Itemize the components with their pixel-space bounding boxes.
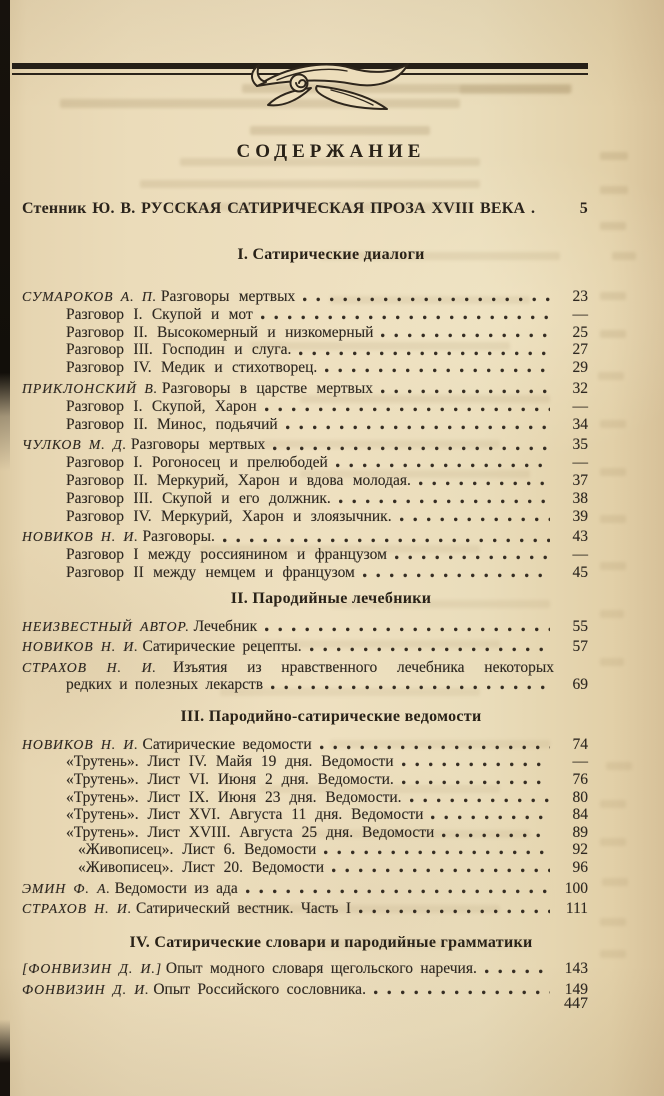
main-entry-title: РУССКАЯ САТИРИЧЕСКАЯ ПРОЗА XVIII ВЕКА .: [141, 200, 536, 217]
bleedthrough-smudge: [600, 186, 628, 194]
bleedthrough-smudge: [600, 222, 626, 230]
toc-section: [22, 590, 588, 694]
entry-page-number: 43: [572, 528, 588, 546]
entry-title: Разговоры мертвых: [160, 288, 296, 305]
entry-title: Лечебник: [193, 617, 258, 635]
dot-leader: [332, 868, 550, 873]
entry-title: «Трутень». Лист IV. Майя 19 дня. Ведомости: [66, 753, 394, 771]
entry-author: НОВИКОВ Н. И.: [22, 736, 139, 752]
toc-entry[interactable]: [22, 753, 588, 771]
entry-text: [66, 341, 291, 359]
bleedthrough-smudge: [602, 878, 628, 886]
entry-text: [78, 859, 324, 877]
entry-text: [66, 676, 263, 694]
dot-leader: [485, 969, 550, 974]
entry-title: Опыт Российского сословника.: [153, 980, 366, 998]
entry-text: [22, 528, 215, 546]
entry-text: [22, 736, 312, 754]
dot-leader: [299, 351, 550, 356]
entry-text: [66, 472, 411, 490]
entry-page-number: 76: [572, 770, 588, 788]
dot-leader: [324, 850, 550, 855]
bleedthrough-smudge: [600, 468, 626, 476]
dot-leader: [271, 685, 550, 690]
toc-entry[interactable]: [22, 789, 588, 807]
entry-page-number: —: [572, 305, 588, 323]
entry-page-number: 27: [572, 341, 588, 359]
bleedthrough-smudge: [600, 562, 626, 570]
entry-page-number: 111: [565, 900, 588, 918]
bleedthrough-smudge: [600, 610, 624, 618]
section-heading: II. Пародийные лечебники: [230, 589, 432, 607]
toc-entry[interactable]: [22, 564, 588, 582]
dot-leader: [381, 333, 550, 338]
dot-leader: [402, 780, 550, 785]
toc-entry[interactable]: [22, 359, 588, 377]
toc-entry[interactable]: [22, 960, 588, 978]
toc-main-entry[interactable]: [22, 199, 588, 218]
entry-page-number: 92: [572, 841, 588, 859]
entry-text: [78, 841, 316, 859]
toc-entry[interactable]: [22, 454, 588, 472]
entry-text: [22, 900, 351, 918]
dot-leader: [320, 745, 550, 750]
entry-text: [66, 789, 402, 807]
entry-text: [22, 880, 238, 898]
toc-entry[interactable]: [22, 528, 588, 546]
entry-text: [66, 416, 278, 434]
toc-entry[interactable]: [22, 659, 588, 677]
entry-page-number: 57: [572, 638, 588, 656]
entry-text: [22, 638, 302, 656]
entry-text: [22, 659, 554, 677]
entry-title: «Трутень». Лист VI. Июня 2 дня. Ведомости.: [66, 770, 394, 788]
dot-leader: [286, 425, 550, 430]
dot-leader: [265, 407, 550, 412]
entry-text: [66, 508, 392, 526]
dot-leader: [339, 499, 550, 504]
toc-section: [22, 246, 588, 582]
entry-title: Разговор II. Меркурий, Харон и вдова молодая.: [66, 471, 411, 489]
entry-title: Сатирические рецепты.: [142, 638, 302, 656]
entry-title: Разговор I. Рогоносец и прелюбодей: [66, 454, 328, 472]
entry-page-number: 149: [564, 980, 588, 998]
entry-title: редких и полезных лекарств: [66, 676, 264, 694]
entry-page-number: 23: [572, 288, 588, 305]
toc-content: [22, 0, 588, 999]
dot-leader: [419, 481, 550, 486]
entry-title: Разговор IV. Меркурий, Харон и злоязычник.: [66, 507, 392, 525]
entry-title: Ведомости из ада: [114, 879, 238, 897]
entry-page-number: —: [572, 397, 588, 415]
entry-page-number: 74: [572, 735, 588, 753]
toc-entry[interactable]: [22, 324, 588, 342]
entry-page-number: —: [572, 753, 588, 771]
dot-leader: [336, 463, 550, 468]
bleedthrough-smudge: [600, 918, 626, 926]
dot-leader: [410, 798, 550, 803]
entry-author: НОВИКОВ Н. И.: [22, 529, 139, 545]
toc-entry[interactable]: [22, 341, 588, 359]
entry-text: [22, 436, 265, 454]
entry-title: Разговоры.: [142, 528, 215, 546]
bleedthrough-smudge: [600, 838, 626, 846]
entry-author: ФОНВИЗИН Д. И.: [22, 981, 150, 997]
bleedthrough-smudge: [598, 372, 624, 380]
entry-page-number: —: [572, 546, 588, 564]
toc-entry[interactable]: [22, 306, 588, 324]
toc-entry[interactable]: [22, 638, 588, 656]
entry-author: СТРАХОВ Н. И.: [22, 659, 157, 675]
entry-title: Разговоры в царстве мертвых: [161, 379, 373, 397]
entry-text: [22, 618, 257, 636]
main-entry-page-number: 5: [579, 200, 588, 217]
bleedthrough-smudge: [600, 330, 626, 338]
dot-leader: [395, 555, 550, 560]
bleedthrough-smudge: [606, 762, 632, 770]
dot-leader: [325, 368, 550, 373]
entry-text: [66, 771, 394, 789]
entry-page-number: 34: [572, 415, 588, 433]
toc-entry[interactable]: [22, 771, 588, 789]
entry-text: [66, 454, 328, 472]
bleedthrough-smudge: [600, 420, 626, 428]
entry-title: Разговор I. Скупой, Харон: [66, 397, 257, 415]
dot-leader: [359, 909, 550, 914]
entry-text: [22, 288, 295, 306]
dot-leader: [402, 762, 550, 767]
entry-page-number: 143: [564, 959, 588, 977]
dot-leader: [223, 538, 550, 543]
main-entry-text: [22, 199, 535, 218]
toc-entry[interactable]: [22, 288, 588, 306]
toc-entry[interactable]: [22, 618, 588, 636]
entry-page-number: 25: [572, 323, 588, 341]
dot-leader: [431, 815, 550, 820]
entry-page-number: 45: [572, 563, 588, 581]
entry-title: Опыт модного словаря щегольского наречия.: [165, 959, 477, 977]
entry-text: [66, 753, 394, 771]
dot-leader: [400, 517, 550, 522]
toc-entry[interactable]: [22, 736, 588, 754]
entry-author: ЧУЛКОВ М. Д.: [22, 437, 128, 453]
dot-leader: [246, 889, 550, 894]
entry-page-number: —: [572, 454, 588, 472]
entry-text: [66, 359, 317, 377]
entry-title: Разговор II. Высокомерный и низкомерный: [66, 323, 374, 341]
toc-entry[interactable]: [22, 508, 588, 526]
bleedthrough-smudge: [612, 252, 636, 260]
toc-entry[interactable]: [22, 398, 588, 416]
toc-section: [22, 934, 588, 999]
entry-text: [22, 380, 373, 398]
entry-page-number: 35: [572, 436, 588, 454]
toc-sections: [22, 246, 588, 999]
entry-text: [66, 306, 253, 324]
dot-leader: [381, 389, 550, 394]
entry-author: НЕИЗВЕСТНЫЙ АВТОР.: [22, 618, 190, 634]
entry-text: [66, 564, 355, 582]
entry-page-number: 39: [572, 507, 588, 525]
entry-title: «Трутень». Лист XVI. Августа 11 дня. Ведомости: [66, 806, 424, 824]
entry-text: [66, 546, 387, 564]
toc-entry[interactable]: [22, 380, 588, 398]
entry-text: [66, 806, 423, 824]
entry-title: «Трутень». Лист IX. Июня 23 дня. Ведомости.: [66, 788, 402, 806]
page-title: СОДЕРЖАНИЕ: [236, 141, 426, 162]
entry-author: НОВИКОВ Н. И.: [22, 639, 139, 655]
dot-leader: [442, 833, 550, 838]
page-edge-shadow: [0, 0, 10, 1096]
bleedthrough-smudge: [600, 658, 624, 666]
entry-text: [66, 824, 434, 842]
dot-leader: [265, 627, 550, 632]
entry-title: Разговор III. Скупой и его должник.: [66, 489, 331, 507]
entry-title: Разговор I между россиянином и французом: [66, 546, 387, 564]
entry-page-number: 69: [572, 676, 588, 694]
toc-entry[interactable]: [22, 859, 588, 877]
toc-entry[interactable]: [22, 900, 588, 918]
toc-entry[interactable]: [22, 824, 588, 842]
dot-leader: [273, 446, 550, 451]
entry-title: «Живописец». Лист 20. Ведомости: [78, 858, 325, 876]
entry-author: ПРИКЛОНСКИЙ В.: [22, 380, 159, 396]
entry-text: [66, 490, 331, 508]
dot-leader: [303, 297, 550, 302]
dot-leader: [363, 573, 550, 578]
folio-page-number: 447: [564, 995, 588, 1012]
entry-page-number: 96: [572, 858, 588, 876]
entry-page-number: 29: [572, 359, 588, 377]
toc-entry[interactable]: [22, 806, 588, 824]
entry-text: [22, 960, 477, 978]
entry-page-number: 37: [572, 471, 588, 489]
bleedthrough-smudge: [600, 800, 626, 808]
entry-author: ЭМИН Ф. А.: [22, 880, 111, 896]
dot-leader: [261, 315, 550, 320]
entry-text: [66, 324, 373, 342]
entry-title: Разговор IV. Медик и стихотворец.: [66, 359, 318, 377]
toc-section: [22, 708, 588, 918]
bleedthrough-smudge: [600, 515, 626, 523]
entry-title: «Трутень». Лист XVIII. Августа 25 дня. Ведомости: [66, 823, 435, 841]
entry-title: «Живописец». Лист 6. Ведомости: [78, 841, 317, 859]
toc-entry[interactable]: [22, 436, 588, 454]
entry-author: [ФОНВИЗИН Д. И.]: [22, 960, 163, 976]
toc-entry[interactable]: [22, 416, 588, 434]
entry-page-number: 100: [564, 879, 588, 897]
bleedthrough-smudge: [600, 292, 626, 300]
entry-title: Сатирический вестник. Часть I: [135, 900, 352, 918]
entry-title: Разговор II между немцем и французом: [66, 563, 355, 581]
entry-title: Разговор III. Господин и слуга.: [66, 341, 292, 359]
entry-page-number: 89: [572, 823, 588, 841]
entry-page-number: 84: [572, 806, 588, 824]
main-entry-author: Стенник Ю. В.: [22, 200, 136, 217]
toc-entry[interactable]: [22, 676, 588, 694]
entry-page-number: 38: [572, 489, 588, 507]
section-heading: I. Сатирические диалоги: [237, 246, 425, 263]
entry-text: [66, 398, 257, 416]
entry-author: СУМАРОКОВ А. П.: [22, 289, 158, 304]
dot-leader: [310, 647, 550, 652]
entry-title: Разговор I. Скупой и мот: [66, 305, 253, 323]
entry-title: Разговоры мертвых: [130, 436, 266, 454]
toc-entry[interactable]: [22, 472, 588, 490]
entry-title: Изъятия из нравственного лечебника некоторых: [173, 658, 554, 676]
section-heading: III. Пародийно-сатирические ведомости: [180, 707, 482, 725]
entry-page-number: 32: [572, 379, 588, 397]
entry-title: Разговор II. Минос, подьячий: [66, 415, 278, 433]
entry-page-number: 55: [572, 617, 588, 635]
entry-page-number: 80: [572, 788, 588, 806]
section-heading: IV. Сатирические словари и пародийные грамматики: [129, 933, 533, 951]
toc-entry[interactable]: [22, 841, 588, 859]
toc-entry[interactable]: [22, 546, 588, 564]
toc-entry[interactable]: [22, 880, 588, 898]
entry-title: Сатирические ведомости: [142, 735, 312, 753]
toc-entry[interactable]: [22, 490, 588, 508]
entry-author: СТРАХОВ Н. И.: [22, 901, 133, 917]
